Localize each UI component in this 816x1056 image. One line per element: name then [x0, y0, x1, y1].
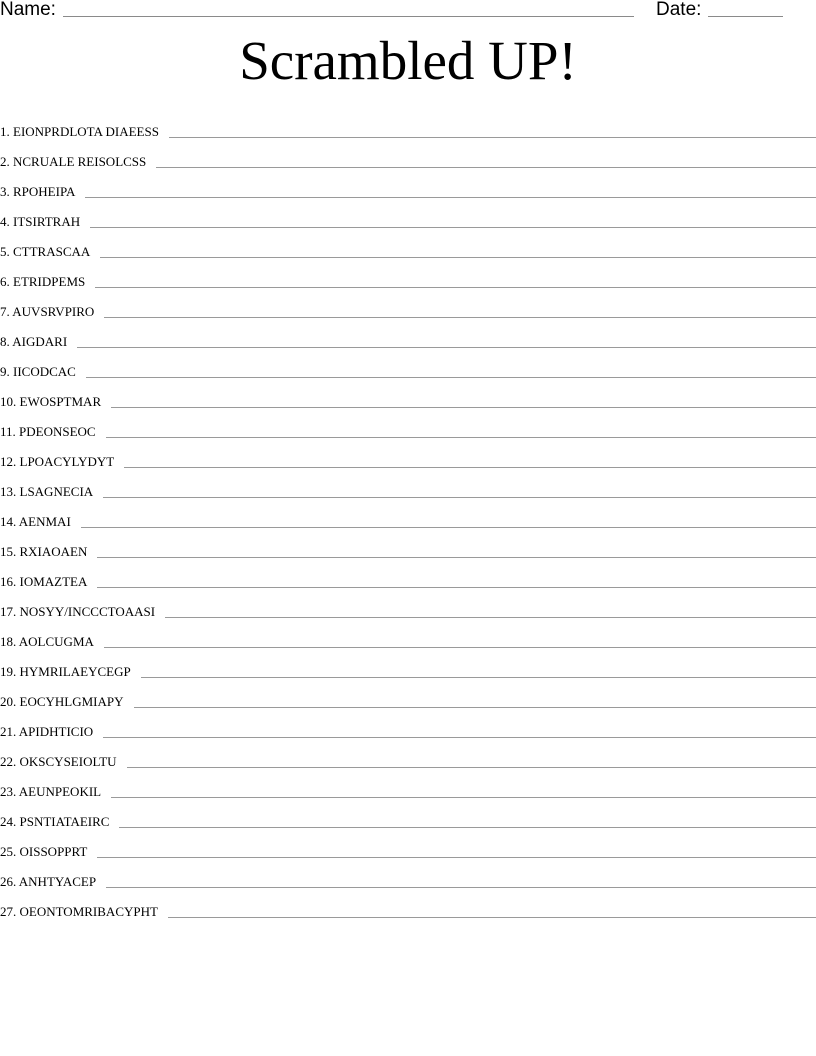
answer-line[interactable]: [77, 347, 816, 348]
scrambled-word: 14. AENMAI: [0, 514, 71, 529]
answer-line[interactable]: [97, 557, 816, 558]
scrambled-word: 7. AUVSRVPIRO: [0, 304, 95, 319]
scrambled-word: 4. ITSIRTRAH: [0, 214, 81, 229]
answer-line[interactable]: [141, 677, 816, 678]
word-row: [0, 230, 816, 260]
word-row: [0, 800, 816, 830]
answer-line[interactable]: [106, 887, 816, 888]
header: [0, 0, 816, 24]
word-row: [0, 590, 816, 620]
word-row: [0, 140, 816, 170]
scrambled-word: 21. APIDHTICIO: [0, 724, 94, 739]
word-row: [0, 740, 816, 770]
date-field-line[interactable]: [708, 16, 783, 17]
scrambled-word: 10. EWOSPTMAR: [0, 394, 102, 409]
word-row: [0, 410, 816, 440]
word-row: [0, 680, 816, 710]
answer-line[interactable]: [100, 257, 816, 258]
answer-line[interactable]: [111, 797, 816, 798]
answer-line[interactable]: [90, 227, 816, 228]
date-label: Date:: [656, 0, 702, 20]
word-row: [0, 620, 816, 650]
scrambled-word: 20. EOCYHLGMIAPY: [0, 694, 124, 709]
word-row: [0, 470, 816, 500]
scrambled-word: 17. NOSYY/INCCCTOAASI: [0, 604, 156, 619]
answer-line[interactable]: [86, 377, 816, 378]
answer-line[interactable]: [103, 737, 816, 738]
scrambled-word: 22. OKSCYSEIOLTU: [0, 754, 117, 769]
scrambled-word: 9. IICODCAC: [0, 364, 76, 379]
word-row: [0, 260, 816, 290]
answer-line[interactable]: [81, 527, 816, 528]
scrambled-word: 23. AEUNPEOKIL: [0, 784, 102, 799]
answer-line[interactable]: [124, 467, 816, 468]
word-row: [0, 500, 816, 530]
word-row: [0, 890, 816, 920]
word-row: [0, 650, 816, 680]
word-row: [0, 710, 816, 740]
scrambled-word: 2. NCRUALE REISOLCSS: [0, 154, 147, 169]
scrambled-word: 24. PSNTIATAEIRC: [0, 814, 110, 829]
answer-line[interactable]: [103, 497, 816, 498]
word-row: [0, 530, 816, 560]
scrambled-word: 6. ETRIDPEMS: [0, 274, 86, 289]
answer-line[interactable]: [169, 137, 816, 138]
answer-line[interactable]: [85, 197, 816, 198]
answer-line[interactable]: [97, 857, 816, 858]
answer-line[interactable]: [104, 317, 816, 318]
word-row: [0, 830, 816, 860]
scrambled-word: 16. IOMAZTEA: [0, 574, 88, 589]
word-row: [0, 860, 816, 890]
scrambled-word: 13. LSAGNECIA: [0, 484, 94, 499]
word-row: [0, 110, 816, 140]
answer-line[interactable]: [134, 707, 816, 708]
scrambled-word: 27. OEONTOMRIBACYPHT: [0, 904, 158, 919]
scrambled-word: 19. HYMRILAEYCEGP: [0, 664, 131, 679]
word-row: [0, 170, 816, 200]
answer-line[interactable]: [168, 917, 816, 918]
scrambled-word: 26. ANHTYACEP: [0, 874, 97, 889]
scrambled-word: 1. EIONPRDLOTA DIAEESS: [0, 124, 159, 139]
answer-line[interactable]: [111, 407, 816, 408]
scrambled-word: 18. AOLCUGMA: [0, 634, 94, 649]
word-row: [0, 200, 816, 230]
word-row: [0, 350, 816, 380]
word-row: [0, 320, 816, 350]
scrambled-word: 25. OISSOPPRT: [0, 844, 88, 859]
answer-line[interactable]: [156, 167, 816, 168]
word-row: [0, 290, 816, 320]
scrambled-word: 11. PDEONSEOC: [0, 424, 96, 439]
page-title: Scrambled UP!: [239, 30, 577, 91]
word-row: [0, 560, 816, 590]
answer-line[interactable]: [119, 827, 816, 828]
scrambled-word: 8. AIGDARI: [0, 334, 68, 349]
name-field-line[interactable]: [63, 16, 634, 17]
answer-line[interactable]: [97, 587, 816, 588]
answer-line[interactable]: [104, 647, 816, 648]
answer-line[interactable]: [127, 767, 816, 768]
scrambled-word: 15. RXIAOAEN: [0, 544, 88, 559]
answer-line[interactable]: [106, 437, 816, 438]
answer-line[interactable]: [95, 287, 816, 288]
word-row: [0, 440, 816, 470]
answer-line[interactable]: [165, 617, 816, 618]
scrambled-word: 3. RPOHEIPA: [0, 184, 76, 199]
scrambled-word: 12. LPOACYLYDYT: [0, 454, 115, 469]
name-label: Name:: [0, 0, 56, 20]
scrambled-word: 5. CTTRASCAA: [0, 244, 91, 259]
word-row: [0, 380, 816, 410]
word-list: [0, 110, 816, 920]
word-row: [0, 770, 816, 800]
